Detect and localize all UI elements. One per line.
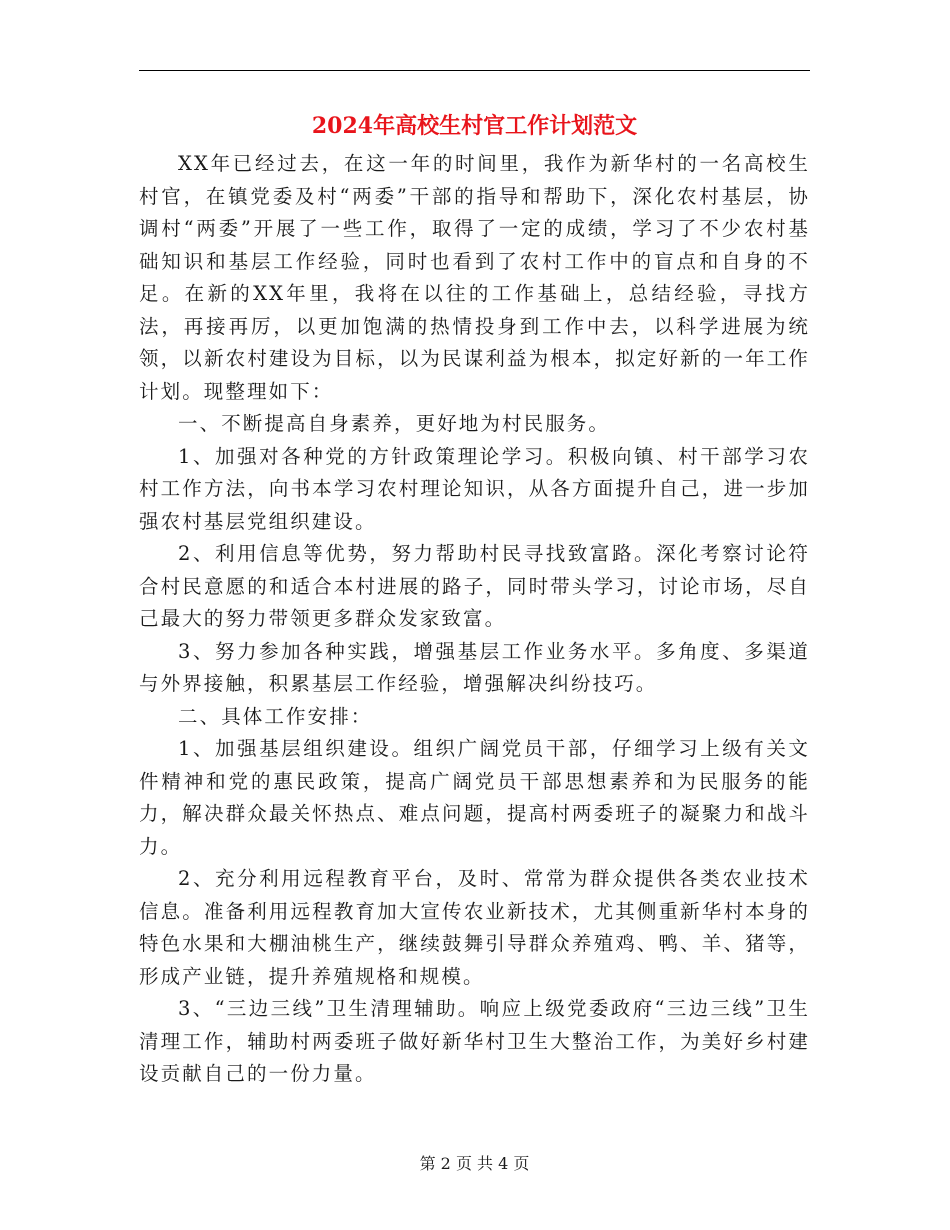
document-title: 2024年高校生村官工作计划范文 bbox=[311, 113, 638, 139]
header-rule bbox=[139, 70, 810, 71]
page-footer: 第 2 页 共 4 页 bbox=[419, 1154, 530, 1173]
document-body bbox=[139, 148, 810, 1091]
list-item-2-3: 3、“三边三线”卫生清理辅助。响应上级党委政府“三边三线”卫生清理工作，辅助村两委班子做好新华村卫生大整治工作，为美好乡村建设贡献自己的一份力量。 bbox=[139, 997, 810, 1085]
list-item-2-2: 2、充分利用远程教育平台，及时、常常为群众提供各类农业技术信息。准备利用远程教育加大宣传农业新技术，尤其侧重新华村本身的特色水果和大棚油桃生产，继续鼓舞引导群众养殖鸡、鸭、羊、猪等，形成产业链，提升养殖规格和规模。 bbox=[139, 867, 810, 988]
list-item-2-1: 1、加强基层组织建设。组织广阔党员干部，仔细学习上级有关文件精神和党的惠民政策，提高广阔党员干部思想素养和为民服务的能力，解决群众最关怀热点、难点问题，提高村两委班子的凝聚力和战斗力。 bbox=[139, 737, 810, 858]
list-item-1-3: 3、努力参加各种实践，增强基层工作业务水平。多角度、多渠道与外界接触，积累基层工作经验，增强解决纠纷技巧。 bbox=[139, 639, 810, 695]
intro-paragraph: XX年已经过去，在这一年的时间里，我作为新华村的一名高校生村官，在镇党委及村“两委”干部的指导和帮助下，深化农村基层，协调村“两委”开展了一些工作，取得了一定的成绩，学习了不少农村基础知识和基层工作经验，同时也看到了农村工作中的盲点和自身的不足。在新的XX年里，我将在以往的工作基础上，总结经验，寻找方法，再接再厉，以更加饱满的热情投身到工作中去，以科学进展为统领，以新农村建设为目标，以为民谋利益为根本，拟定好新的一年工作计划。现整理如下： bbox=[139, 152, 810, 403]
section-heading-2: 二、具体工作安排： bbox=[178, 704, 373, 728]
section-heading-1: 一、不断提高自身素养，更好地为村民服务。 bbox=[178, 412, 611, 435]
list-item-1-1: 1、加强对各种党的方针政策理论学习。积极向镇、村干部学习农村工作方法，向书本学习农村理论知识，从各方面提升自己，进一步加强农村基层党组织建设。 bbox=[139, 444, 810, 533]
list-item-1-2: 2、利用信息等优势，努力帮助村民寻找致富路。深化考察讨论符合村民意愿的和适合本村进展的路子，同时带头学习，讨论市场，尽自己最大的努力带领更多群众发家致富。 bbox=[139, 542, 810, 630]
